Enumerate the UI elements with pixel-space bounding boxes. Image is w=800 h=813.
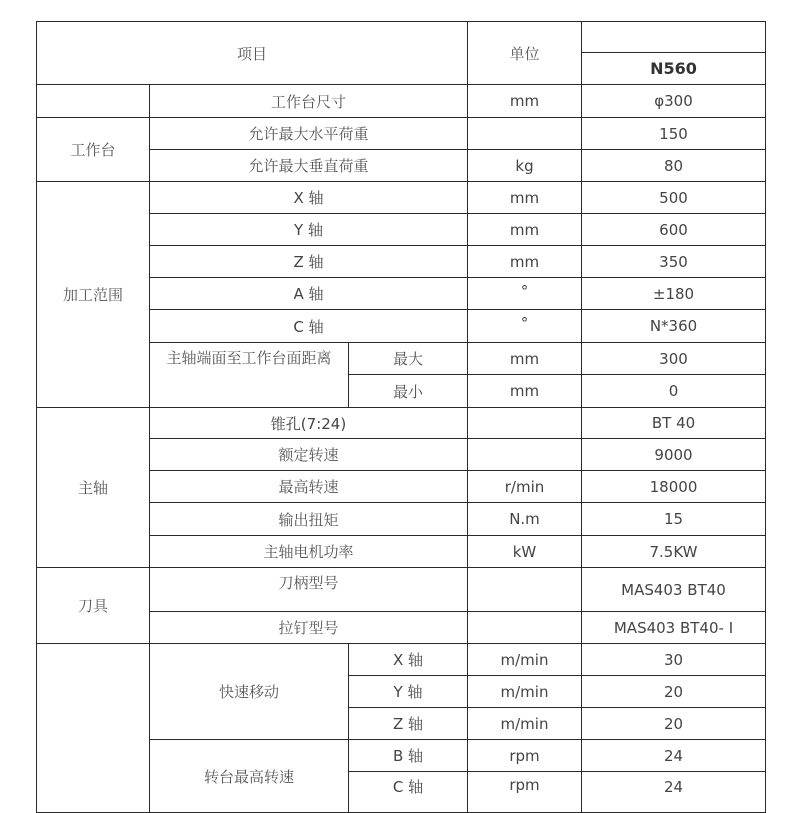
header-model: N560 [581, 52, 766, 85]
max-horizontal-load-unit [467, 117, 582, 150]
motor-power-label: 主轴电机功率 [149, 535, 468, 568]
rapid-z-value: 20 [581, 707, 766, 740]
rapid-z-unit: m/min [467, 707, 582, 740]
rated-speed-unit [467, 438, 582, 471]
tool-holder-value: MAS403 BT40 [581, 567, 766, 612]
range-x-value: 500 [581, 181, 766, 214]
tool-holder-unit [467, 567, 582, 612]
row-group-blank [36, 84, 150, 118]
rapid-x-unit: m/min [467, 643, 582, 676]
spindle-distance-max-label: 最大 [348, 342, 468, 375]
range-z-label: Z 轴 [149, 245, 468, 278]
range-y-unit: mm [467, 213, 582, 246]
spindle-distance-max-value: 300 [581, 342, 766, 375]
rated-speed-label: 额定转速 [149, 438, 468, 471]
max-horizontal-load-value: 150 [581, 117, 766, 150]
max-vertical-load-label: 允许最大垂直荷重 [149, 149, 468, 182]
torque-label: 输出扭矩 [149, 502, 468, 536]
range-a-value: ±180 [581, 277, 766, 310]
rotary-b-label: B 轴 [348, 739, 468, 772]
max-vertical-load-unit: kg [467, 149, 582, 182]
pull-stud-value: MAS403 BT40- Ⅰ [581, 611, 766, 644]
max-speed-unit: r/min [467, 470, 582, 503]
range-y-label: Y 轴 [149, 213, 468, 246]
spindle-distance-min-label: 最小 [348, 374, 468, 408]
torque-unit: N.m [467, 502, 582, 536]
header-unit: 单位 [467, 21, 582, 85]
spindle-distance-label: 主轴端面至工作台面距离 [149, 342, 349, 408]
header-item: 项目 [36, 21, 468, 85]
range-a-label: A 轴 [149, 277, 468, 310]
range-x-label: X 轴 [149, 181, 468, 214]
rotary-c-label: C 轴 [348, 771, 468, 813]
max-speed-label: 最高转速 [149, 470, 468, 503]
range-y-value: 600 [581, 213, 766, 246]
rapid-x-label: X 轴 [348, 643, 468, 676]
rapid-move-label: 快速移动 [149, 643, 349, 740]
spindle-taper-unit [467, 407, 582, 439]
group-machining-range: 加工范围 [36, 181, 150, 408]
spindle-distance-max-unit: mm [467, 342, 582, 375]
range-a-unit: ° [467, 277, 582, 310]
range-c-value: N*360 [581, 309, 766, 343]
group-tool: 刀具 [36, 567, 150, 644]
rotary-c-value: 24 [581, 771, 766, 813]
spindle-taper-label: 锥孔(7:24) [149, 407, 468, 439]
table-size-label: 工作台尺寸 [149, 84, 468, 118]
max-vertical-load-value: 80 [581, 149, 766, 182]
rapid-z-label: Z 轴 [348, 707, 468, 740]
rapid-x-value: 30 [581, 643, 766, 676]
pull-stud-unit [467, 611, 582, 644]
motor-power-unit: kW [467, 535, 582, 568]
rotary-b-value: 24 [581, 739, 766, 772]
range-z-value: 350 [581, 245, 766, 278]
group-spindle: 主轴 [36, 407, 150, 568]
rapid-y-label: Y 轴 [348, 675, 468, 708]
pull-stud-label: 拉钉型号 [149, 611, 468, 644]
group-worktable: 工作台 [36, 117, 150, 182]
range-c-unit: ° [467, 309, 582, 343]
range-x-unit: mm [467, 181, 582, 214]
rapid-y-unit: m/min [467, 675, 582, 708]
range-z-unit: mm [467, 245, 582, 278]
rotary-speed-label: 转台最高转速 [149, 739, 349, 813]
range-c-label: C 轴 [149, 309, 468, 343]
header-model-top [581, 21, 766, 53]
rated-speed-value: 9000 [581, 438, 766, 471]
group-feed [36, 643, 150, 813]
max-horizontal-load-label: 允许最大水平荷重 [149, 117, 468, 150]
rapid-y-value: 20 [581, 675, 766, 708]
rotary-b-unit: rpm [467, 739, 582, 772]
table-size-unit: mm [467, 84, 582, 118]
spindle-distance-min-value: 0 [581, 374, 766, 408]
tool-holder-label: 刀柄型号 [149, 567, 468, 612]
rotary-c-unit: rpm [467, 771, 582, 813]
max-speed-value: 18000 [581, 470, 766, 503]
torque-value: 15 [581, 502, 766, 536]
motor-power-value: 7.5KW [581, 535, 766, 568]
spindle-taper-value: BT 40 [581, 407, 766, 439]
table-size-value: φ300 [581, 84, 766, 118]
spindle-distance-min-unit: mm [467, 374, 582, 408]
